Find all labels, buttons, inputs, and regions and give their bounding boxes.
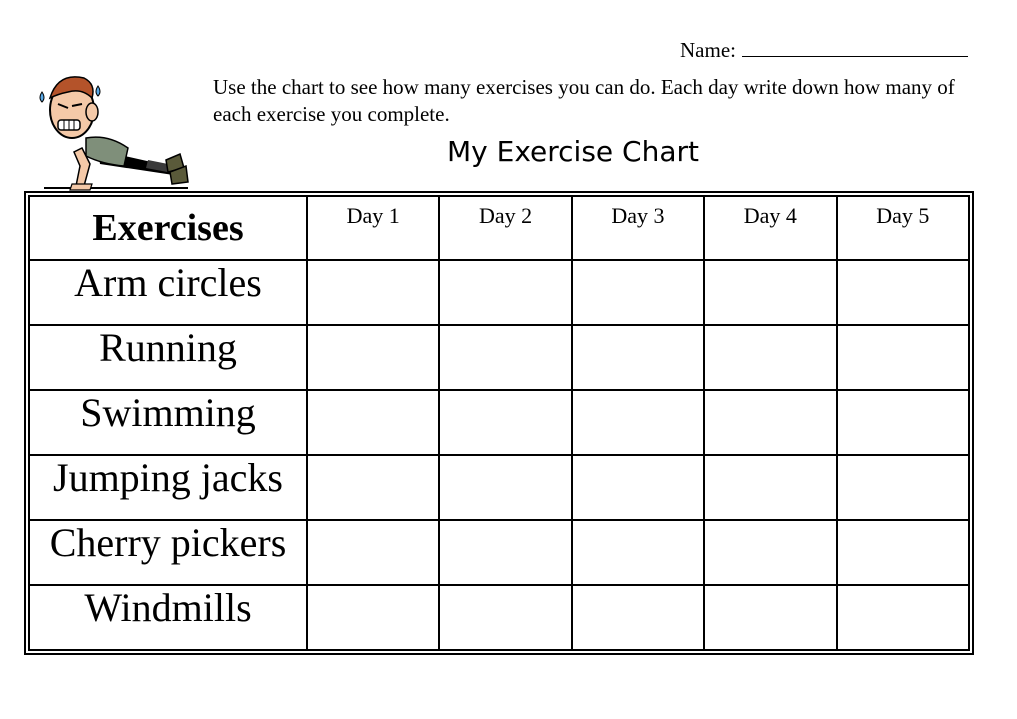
- day-entry-cell[interactable]: [439, 390, 571, 455]
- day-entry-cell[interactable]: [439, 455, 571, 520]
- table-header-row: [29, 196, 969, 260]
- exercise-table-frame: [24, 191, 974, 655]
- name-blank-line[interactable]: [742, 36, 968, 57]
- pushup-man-clipart-icon: [28, 68, 198, 192]
- table-row: [29, 520, 969, 585]
- exercise-name-cell: Cherry pickers: [29, 520, 307, 585]
- day-entry-cell[interactable]: [837, 325, 969, 390]
- day-entry-cell[interactable]: [307, 260, 439, 325]
- day-entry-cell[interactable]: [307, 390, 439, 455]
- day-entry-cell[interactable]: [572, 520, 704, 585]
- day-entry-cell[interactable]: [307, 455, 439, 520]
- table-row: [29, 455, 969, 520]
- exercise-name-cell: Running: [29, 325, 307, 390]
- day-entry-cell[interactable]: [439, 585, 571, 650]
- day-entry-cell[interactable]: [837, 520, 969, 585]
- column-header-day-1: Day 1: [307, 196, 439, 260]
- table-row: [29, 585, 969, 650]
- day-entry-cell[interactable]: [704, 260, 836, 325]
- day-entry-cell[interactable]: [439, 260, 571, 325]
- day-entry-cell[interactable]: [837, 455, 969, 520]
- day-entry-cell[interactable]: [704, 390, 836, 455]
- column-header-day-2: Day 2: [439, 196, 571, 260]
- chart-title: My Exercise Chart: [447, 135, 699, 168]
- day-entry-cell[interactable]: [837, 585, 969, 650]
- day-entry-cell[interactable]: [572, 325, 704, 390]
- name-label: Name:: [680, 38, 736, 62]
- day-entry-cell[interactable]: [704, 520, 836, 585]
- day-entry-cell[interactable]: [439, 325, 571, 390]
- exercise-name-cell: Windmills: [29, 585, 307, 650]
- day-entry-cell[interactable]: [439, 520, 571, 585]
- table-row: [29, 390, 969, 455]
- day-entry-cell[interactable]: [837, 390, 969, 455]
- exercise-table: [28, 195, 970, 651]
- day-entry-cell[interactable]: [572, 585, 704, 650]
- day-entry-cell[interactable]: [307, 585, 439, 650]
- day-entry-cell[interactable]: [704, 325, 836, 390]
- exercise-name-cell: Jumping jacks: [29, 455, 307, 520]
- exercise-name-cell: Swimming: [29, 390, 307, 455]
- table-row: [29, 325, 969, 390]
- column-header-day-5: Day 5: [837, 196, 969, 260]
- day-entry-cell[interactable]: [572, 390, 704, 455]
- day-entry-cell[interactable]: [572, 455, 704, 520]
- instructions-text: Use the chart to see how many exercises you can do. Each day write down how many of each exercise you complete.: [213, 75, 955, 126]
- day-entry-cell[interactable]: [704, 585, 836, 650]
- day-entry-cell[interactable]: [307, 520, 439, 585]
- column-header-day-3: Day 3: [572, 196, 704, 260]
- table-row: [29, 260, 969, 325]
- column-header-exercises: Exercises: [29, 196, 307, 260]
- day-entry-cell[interactable]: [572, 260, 704, 325]
- day-entry-cell[interactable]: [837, 260, 969, 325]
- name-field: [680, 36, 968, 63]
- day-entry-cell[interactable]: [307, 325, 439, 390]
- exercise-name-cell: Arm circles: [29, 260, 307, 325]
- column-header-day-4: Day 4: [704, 196, 836, 260]
- day-entry-cell[interactable]: [704, 455, 836, 520]
